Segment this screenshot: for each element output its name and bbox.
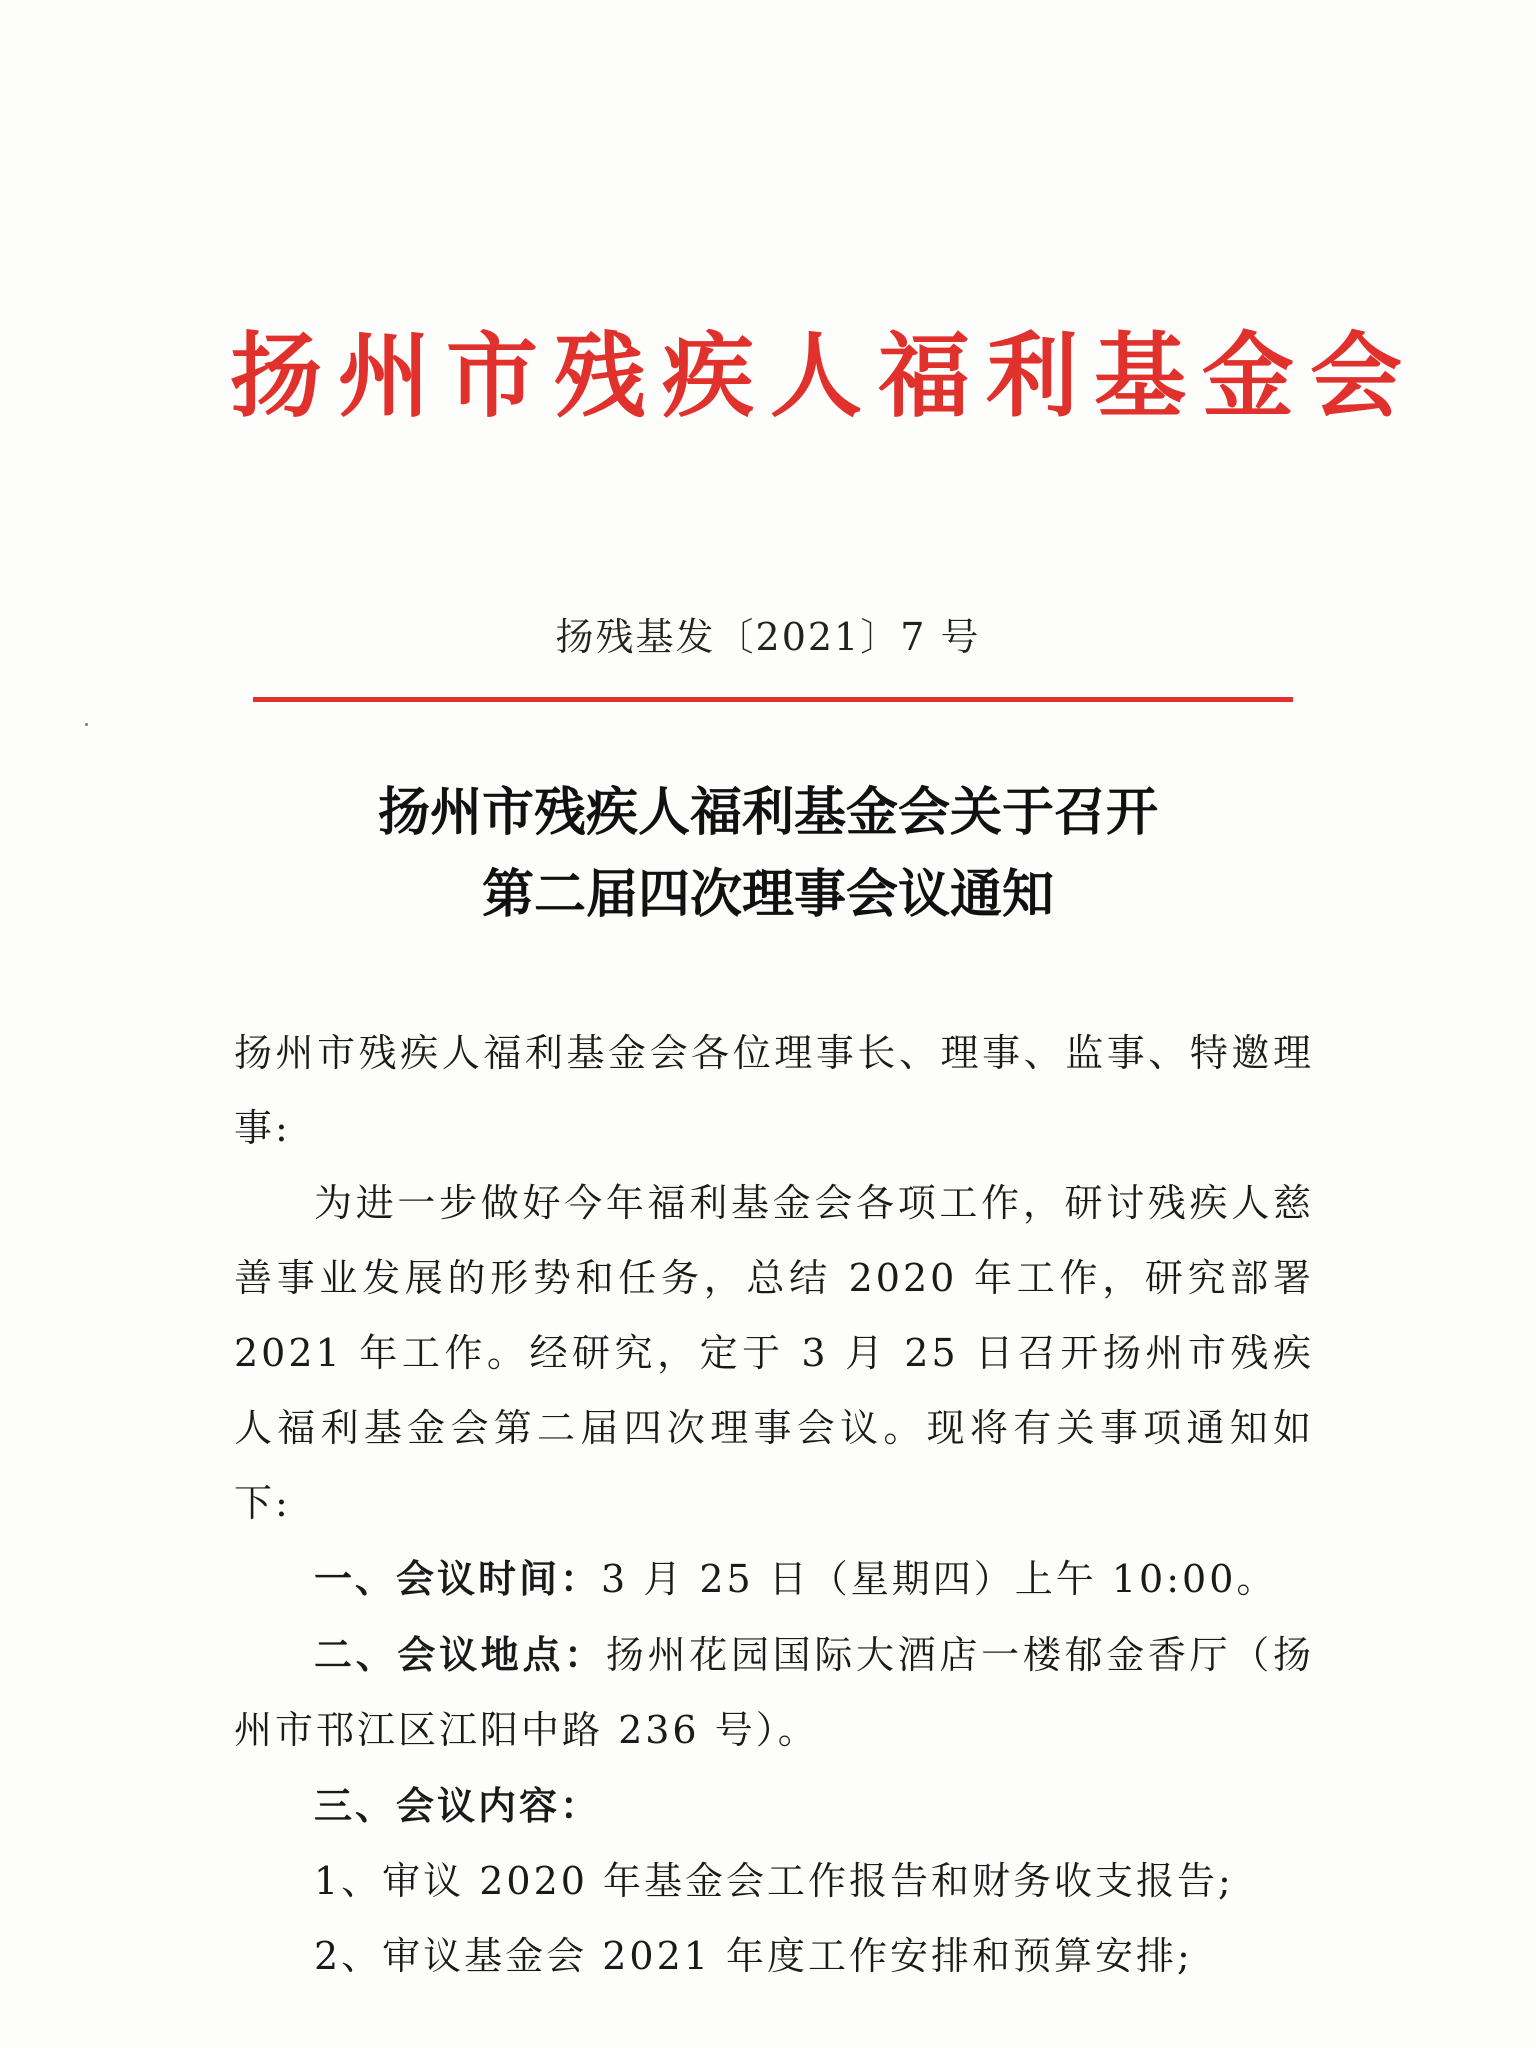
- title-line-1: 扬州市残疾人福利基金会关于召开: [377, 782, 1158, 843]
- scan-speck: [85, 723, 88, 726]
- item-label: 一、会议时间：: [314, 1556, 602, 1601]
- document-number: 扬残基发〔2021〕7 号: [555, 615, 981, 659]
- item-meeting-content: [234, 1768, 1314, 1844]
- salutation: 扬州市残疾人福利基金会各位理事长、理事、监事、特邀理事:: [234, 1031, 1314, 1150]
- item-meeting-location: [234, 1617, 1314, 1768]
- document-body: [234, 1016, 1314, 1994]
- item-meeting-time: [234, 1541, 1314, 1617]
- intro-paragraph: 为进一步做好今年福利基金会各项工作，研讨残疾人慈善事业发展的形势和任务，总结 2020 年工作，研究部署 2021 年工作。经研究，定于 3 月 25 日召开扬州市残疾人福利基金会第二届四次理事会议。现将有关事项通知如下:: [234, 1181, 1314, 1525]
- document-title: [0, 772, 1536, 936]
- red-divider: [253, 697, 1293, 702]
- content-subitem: 2、审议基金会 2021 年度工作安排和预算安排;: [314, 1934, 1193, 1978]
- title-line-2: 第二届四次理事会议通知: [481, 864, 1054, 925]
- item-text: 扬州花园国际大酒店一楼郁金香厅（扬州市邗江区江阳中路 236 号）。: [234, 1633, 1314, 1752]
- organization-header: 扬州市残疾人福利基金会: [230, 322, 1419, 430]
- item-text: 3 月 25 日（星期四）上午 10:00。: [601, 1557, 1278, 1601]
- item-label: 二、会议地点：: [314, 1632, 606, 1677]
- content-subitem: 1、审议 2020 年基金会工作报告和财务收支报告;: [314, 1859, 1234, 1903]
- item-label: 三、会议内容：: [314, 1783, 602, 1828]
